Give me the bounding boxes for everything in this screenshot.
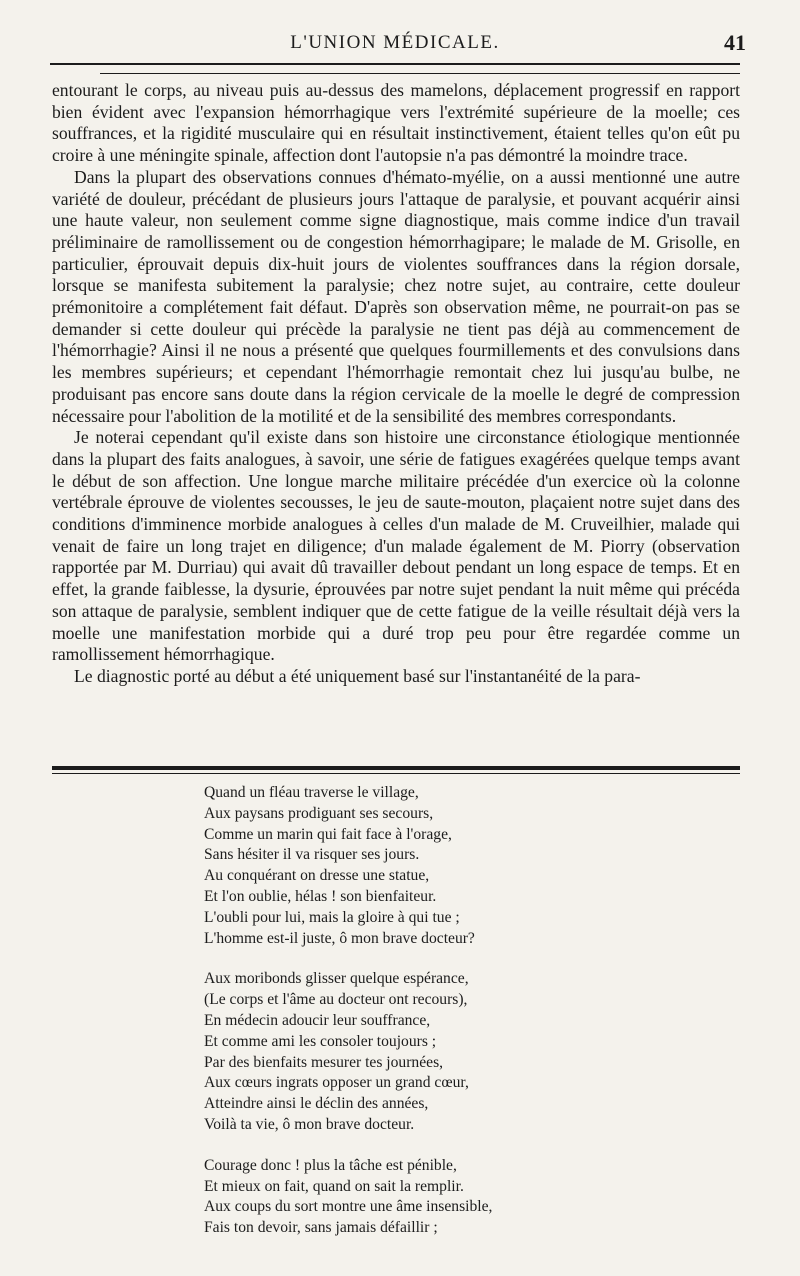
- verse: Voilà ta vie, ô mon brave docteur.: [204, 1115, 415, 1133]
- paragraph: Dans la plupart des observations connues d'hémato-myélie, on a aussi mentionné une autre variété de douleur, précédant de plusieurs jours l'attaque de paralysie, et pouvant acquérir ainsi une haute valeur, non seulement comme signe diagnostique, mais comme indice d'un travail préliminaire de ramollissement ou de congestion hémorrhagipare; le malade de M. Grisolle, en particulier, éprouvait depuis dix-huit jours de violentes souffrances dans la région dorsale, lorsque se manifesta subitement la paralysie; chez notre sujet, au contraire, cette douleur prémonitoire a complétement fait défaut. D'après son observation même, ne pourrait-on pas se demander si cette douleur qui précède la paralysie ne tient pas déjà au commencement de l'hémorrhagie? Ainsi il ne nous a présenté que quelques fourmillements et des convulsions dans les membres supérieurs; et cependant l'hémorrhagie remontait chez lui jusqu'au bulbe, ne produisant pas encore sans doute dans la région cervicale de la moelle le degré de compression nécessaire pour l'abolition de la motilité et de la sensibilité des membres correspondants.: [52, 166, 740, 426]
- verse: Aux coups du sort montre une âme insensible,: [204, 1198, 493, 1216]
- separator-thick-rule: [52, 766, 740, 770]
- verse: Aux cœurs ingrats opposer un grand cœur,: [204, 1074, 469, 1092]
- paragraph: Le diagnostic porté au début a été uniquement basé sur l'instantanéité de la para-: [74, 665, 641, 686]
- verse: Au conquérant on dresse une statue,: [204, 867, 430, 885]
- verse: Et mieux on fait, quand on sait la remplir.: [204, 1177, 464, 1195]
- stanza-2: [204, 969, 724, 1135]
- page-header: [50, 28, 746, 60]
- verse: Et comme ami les consoler toujours ;: [204, 1032, 437, 1050]
- verse: Aux paysans prodiguant ses secours,: [204, 804, 434, 822]
- verse: En médecin adoucir leur souffrance,: [204, 1011, 431, 1029]
- paragraph: Je noterai cependant qu'il existe dans son histoire une circonstance étiologique mentionnée dans la plupart des faits analogues, à savoir, une série de fatigues exagérées quelque temps avant le début de son affection. Une longue marche militaire précédée d'un exercice où la colonne vertébrale éprouve de violentes secousses, le jeu de saute-mouton, plaçaient notre sujet dans des conditions d'imminence morbide analogues à celles d'un malade de M. Cruveilhier, malade qui venait de faire un long trajet en diligence; d'un malade également de M. Piorry (observation rapportée par M. Durriau) qui avait dû travailler debout pendant un long espace de temps. Et en effet, la grande faiblesse, la dysurie, éprouvées par notre sujet pendant la nuit même qui précéda son attaque de paralysie, semblent indiquer que de cette fatigue de la veille résultait déjà vers la moelle une manifestation morbide qui a duré trop peu pour être regardée comme un ramollissement hémorrhagique.: [52, 427, 740, 665]
- separator-thin-rule: [52, 773, 740, 774]
- verse: Par des bienfaits mesurer tes journées,: [204, 1053, 444, 1071]
- verse: Et l'on oublie, hélas ! son bienfaiteur.: [204, 887, 437, 905]
- verse: L'oubli pour lui, mais la gloire à qui tue ;: [204, 908, 460, 926]
- article-body: [52, 80, 740, 688]
- feuilleton-separator: [52, 766, 740, 774]
- running-title: L'UNION MÉDICALE.: [290, 32, 500, 53]
- verse: Fais ton devoir, sans jamais défaillir ;: [204, 1219, 438, 1237]
- stanza-1: [204, 783, 724, 949]
- verse: Aux moribonds glisser quelque espérance,: [204, 970, 469, 988]
- header-rule: [50, 63, 740, 65]
- poem: [204, 783, 724, 1259]
- verse: Sans hésiter il va risquer ses jours.: [204, 846, 420, 864]
- header-rule-thin: [100, 73, 740, 74]
- verse: Atteindre ainsi le déclin des années,: [204, 1095, 429, 1113]
- page-number: 41: [724, 30, 746, 55]
- verse: L'homme est-il juste, ô mon brave docteur?: [204, 929, 475, 947]
- verse: Quand un fléau traverse le village,: [204, 784, 419, 801]
- verse: Comme un marin qui fait face à l'orage,: [204, 825, 452, 843]
- stanza-3: [204, 1156, 724, 1239]
- paragraph: entourant le corps, au niveau puis au-dessus des mamelons, déplacement progressif en rapport bien évident avec l'expansion hémorrhagique vers l'extrémité supérieure de la moelle; ces souffrances, et la rigidité musculaire qui en résultait instinctivement, étaient telles qu'on eût pu croire à une méningite spinale, affection dont l'autopsie n'a pas démontré la moindre trace.: [52, 80, 740, 166]
- verse: (Le corps et l'âme au docteur ont recours),: [204, 991, 468, 1009]
- verse: Courage donc ! plus la tâche est pénible,: [204, 1156, 457, 1174]
